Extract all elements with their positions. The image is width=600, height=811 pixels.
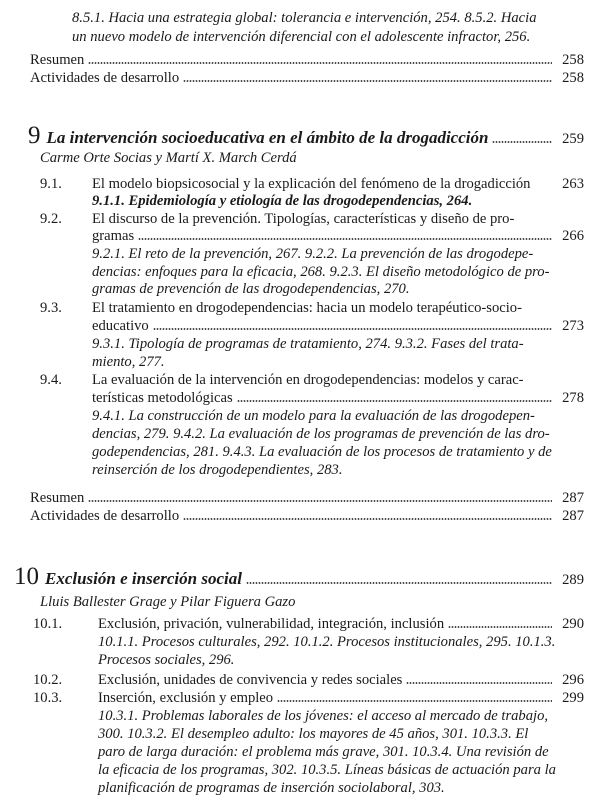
dot-leader bbox=[246, 581, 552, 585]
subsection-line: 9.1.1. Epidemiología y etiología de las drogodependencias, 264. bbox=[92, 193, 473, 209]
subsection-line: reinserción de los drogodependientes, 283. bbox=[92, 462, 343, 478]
section-number: 10.1. bbox=[33, 616, 63, 632]
dot-leader bbox=[448, 625, 552, 629]
subsection-line: 10.1.1. Procesos culturales, 292. 10.1.2. Procesos institucionales, 295. 10.1.3. bbox=[98, 634, 556, 650]
dot-leader bbox=[237, 399, 552, 403]
subsection-line: 8.5.1. Hacia una estrategia global: tolerancia e intervención, 254. 8.5.2. Hacia bbox=[72, 10, 537, 26]
entry-label: Actividades de desarrollo bbox=[30, 508, 180, 524]
page-number: 289 bbox=[562, 572, 584, 588]
toc-section-9-4[interactable] bbox=[40, 371, 524, 389]
section-title-cont: educativo bbox=[92, 318, 149, 334]
page-number: 278 bbox=[562, 390, 584, 406]
page-number: 287 bbox=[562, 490, 584, 506]
toc-section-10-2[interactable] bbox=[33, 671, 584, 689]
dot-leader bbox=[138, 237, 552, 241]
subsection-line: la eficacia de los programas, 302. 10.3.5. Líneas básicas de actuación para la bbox=[98, 762, 556, 778]
chapter-heading-9[interactable] bbox=[28, 124, 584, 148]
section-title: Exclusión, unidades de convivencia y redes sociales bbox=[98, 672, 403, 688]
chapter-title: La intervención socioeducativa en el ámbito de la drogadicción bbox=[46, 128, 489, 147]
toc-section-9-3-cont[interactable] bbox=[92, 317, 584, 335]
page-number: 299 bbox=[562, 690, 584, 706]
section-title: El discurso de la prevención. Tipologías, características y diseño de pro- bbox=[92, 211, 515, 227]
entry-label: Resumen bbox=[30, 52, 85, 68]
chapter-authors: Lluis Ballester Grage y Pilar Figuera Gazo bbox=[40, 594, 296, 610]
subsection-line: dencias: enfoques para la eficacia, 268. 9.2.3. El diseño metodológico de pro- bbox=[92, 264, 550, 280]
page-number: 287 bbox=[562, 508, 584, 524]
dot-leader bbox=[153, 327, 552, 331]
dot-leader bbox=[277, 699, 552, 703]
section-number: 9.1. bbox=[40, 176, 62, 192]
subsection-line: dencias, 279. 9.4.2. La evaluación de los programas de prevención de las dro- bbox=[92, 426, 550, 442]
toc-entry-actividades[interactable] bbox=[30, 507, 584, 525]
dot-leader bbox=[88, 61, 552, 65]
toc-section-9-1[interactable] bbox=[40, 175, 584, 193]
subsection-line: planificación de programas de inserción sociolaboral, 303. bbox=[98, 780, 445, 796]
chapter-title: Exclusión e inserción social bbox=[45, 569, 242, 588]
section-title: El modelo biopsicosocial y la explicación del fenómeno de la drogadicción bbox=[92, 176, 531, 192]
subsection-line: paro de larga duración: el problema más grave, 301. 10.3.4. Una revisión de bbox=[98, 744, 549, 760]
section-number: 9.2. bbox=[40, 211, 62, 227]
dot-leader bbox=[183, 79, 552, 83]
subsection-line: Procesos sociales, 296. bbox=[98, 652, 235, 668]
chapter-authors: Carme Orte Socias y Martí X. March Cerdá bbox=[40, 150, 297, 166]
section-number: 9.3. bbox=[40, 300, 62, 316]
section-title: Exclusión, privación, vulnerabilidad, integración, inclusión bbox=[98, 616, 445, 632]
section-title: La evaluación de la intervención en drogodependencias: modelos y carac- bbox=[92, 372, 524, 388]
subsection-line: 9.2.1. El reto de la prevención, 267. 9.2.2. La prevención de las drogodepe- bbox=[92, 246, 534, 262]
page-number: 273 bbox=[562, 318, 584, 334]
section-number: 9.4. bbox=[40, 372, 62, 388]
section-title: El tratamiento en drogodependencias: hacia un modelo terapéutico-socio- bbox=[92, 300, 522, 316]
chapter-number: 9 bbox=[28, 122, 41, 149]
dot-leader bbox=[183, 517, 552, 521]
page-number: 263 bbox=[562, 176, 584, 192]
dot-leader bbox=[88, 499, 552, 503]
section-number: 10.2. bbox=[33, 672, 63, 688]
toc-entry-actividades[interactable] bbox=[30, 69, 584, 87]
dot-leader bbox=[492, 140, 552, 144]
toc-section-10-1[interactable] bbox=[33, 615, 584, 633]
toc-section-10-3[interactable] bbox=[33, 689, 584, 707]
dot-leader bbox=[406, 681, 552, 685]
page-number: 296 bbox=[562, 672, 584, 688]
subsection-line: 9.3.1. Tipología de programas de tratamiento, 274. 9.3.2. Fases del trata- bbox=[92, 336, 524, 352]
page-number: 266 bbox=[562, 228, 584, 244]
subsection-line: 10.3.1. Problemas laborales de los jóvenes: el acceso al mercado de trabajo, bbox=[98, 708, 549, 724]
toc-entry-resumen[interactable] bbox=[30, 51, 584, 69]
entry-label: Resumen bbox=[30, 490, 85, 506]
toc-entry-resumen[interactable] bbox=[30, 489, 584, 507]
chapter-heading-10[interactable] bbox=[14, 565, 584, 589]
subsection-line: godependencias, 281. 9.4.3. La evaluación de los procesos de tratamiento y de bbox=[92, 444, 552, 460]
page-number: 258 bbox=[562, 70, 584, 86]
subsection-line: 300. 10.3.2. El desempleo adulto: los mayores de 45 años, 301. 10.3.3. El bbox=[98, 726, 529, 742]
toc-section-9-3[interactable] bbox=[40, 299, 522, 317]
page-number: 290 bbox=[562, 616, 584, 632]
section-title-cont: terísticas metodológicas bbox=[92, 390, 233, 406]
section-title-cont: gramas bbox=[92, 228, 135, 244]
toc-section-9-2[interactable] bbox=[40, 210, 514, 228]
section-title: Inserción, exclusión y empleo bbox=[98, 690, 274, 706]
subsection-line: 9.4.1. La construcción de un modelo para la evaluación de las drogodepen- bbox=[92, 408, 535, 424]
subsection-line: miento, 277. bbox=[92, 354, 165, 370]
subsection-line: un nuevo modelo de intervención diferencial con el adolescente infractor, 256. bbox=[72, 29, 531, 45]
entry-label: Actividades de desarrollo bbox=[30, 70, 180, 86]
subsection-line: gramas de prevención de las drogodependencias, 270. bbox=[92, 281, 410, 297]
toc-section-9-4-cont[interactable] bbox=[92, 389, 584, 407]
section-number: 10.3. bbox=[33, 690, 63, 706]
page-number: 259 bbox=[562, 131, 584, 147]
page-number: 258 bbox=[562, 52, 584, 68]
toc-section-9-2-cont[interactable] bbox=[92, 227, 584, 245]
chapter-number: 10 bbox=[14, 563, 39, 590]
